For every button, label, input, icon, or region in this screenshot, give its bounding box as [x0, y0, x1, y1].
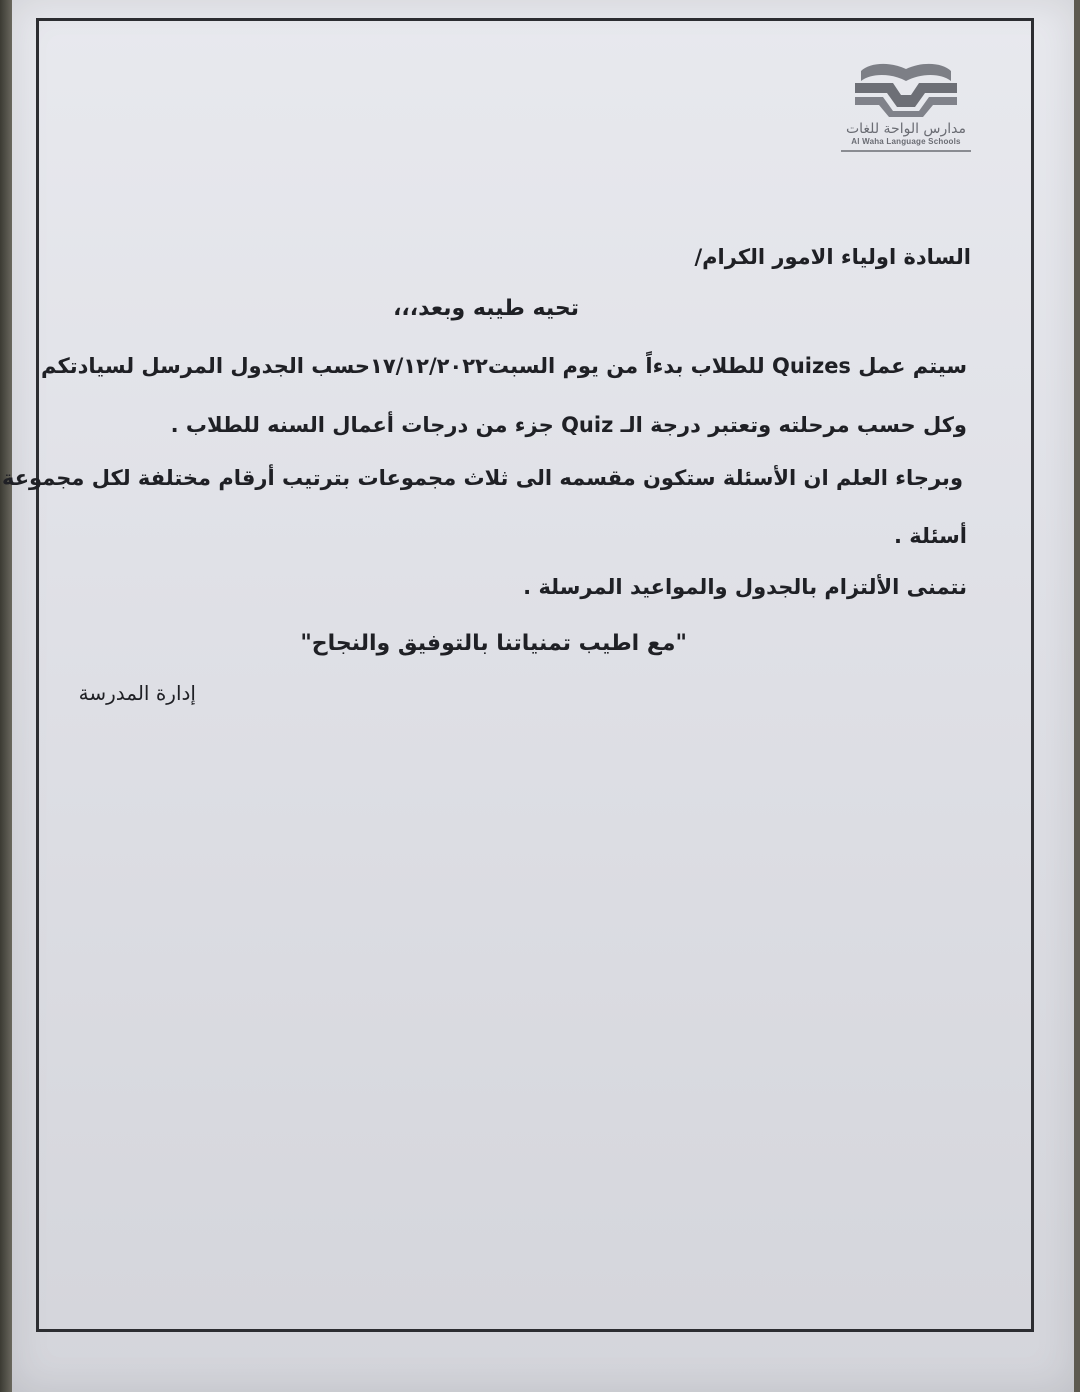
greeting-line: تحيه طيبه وبعد،،، [393, 296, 579, 321]
signature: إدارة المدرسة [78, 681, 196, 705]
logo-english-name: Al Waha Language Schools [851, 137, 961, 146]
body-line: وكل حسب مرحلته وتعتبر درجة الـ Quiz جزء من درجات أعمال السنه للطلاب . [170, 413, 967, 437]
letter-sheet [1, 0, 1074, 1392]
body-line: سيتم عمل Quizes للطلاب بدءاً من يوم السبت١٧/١٢/٢٠٢٢حسب الجدول المرسل لسيادتكم [41, 354, 967, 378]
closing-line: "مع اطيب تمنياتنا بالتوفيق والنجاح" [300, 631, 687, 656]
page-border-frame [1, 18, 1034, 1332]
body-line: أسئلة . [893, 524, 967, 548]
book-emblem-icon [841, 61, 971, 119]
school-logo [821, 61, 991, 171]
logo-arabic-name: مدارس الواحة للغات [845, 121, 967, 137]
body-line: وبرجاء العلم ان الأسئلة ستكون مقسمه الى ثلاث مجموعات بترتيب أرقام مختلفة لكل مجموعة [1, 466, 963, 490]
body-line: نتمنى الألتزام بالجدول والمواعيد المرسلة . [523, 575, 967, 599]
salutation-line: السادة اولياء الامور الكرام/ [694, 245, 971, 269]
logo-divider [841, 150, 971, 152]
